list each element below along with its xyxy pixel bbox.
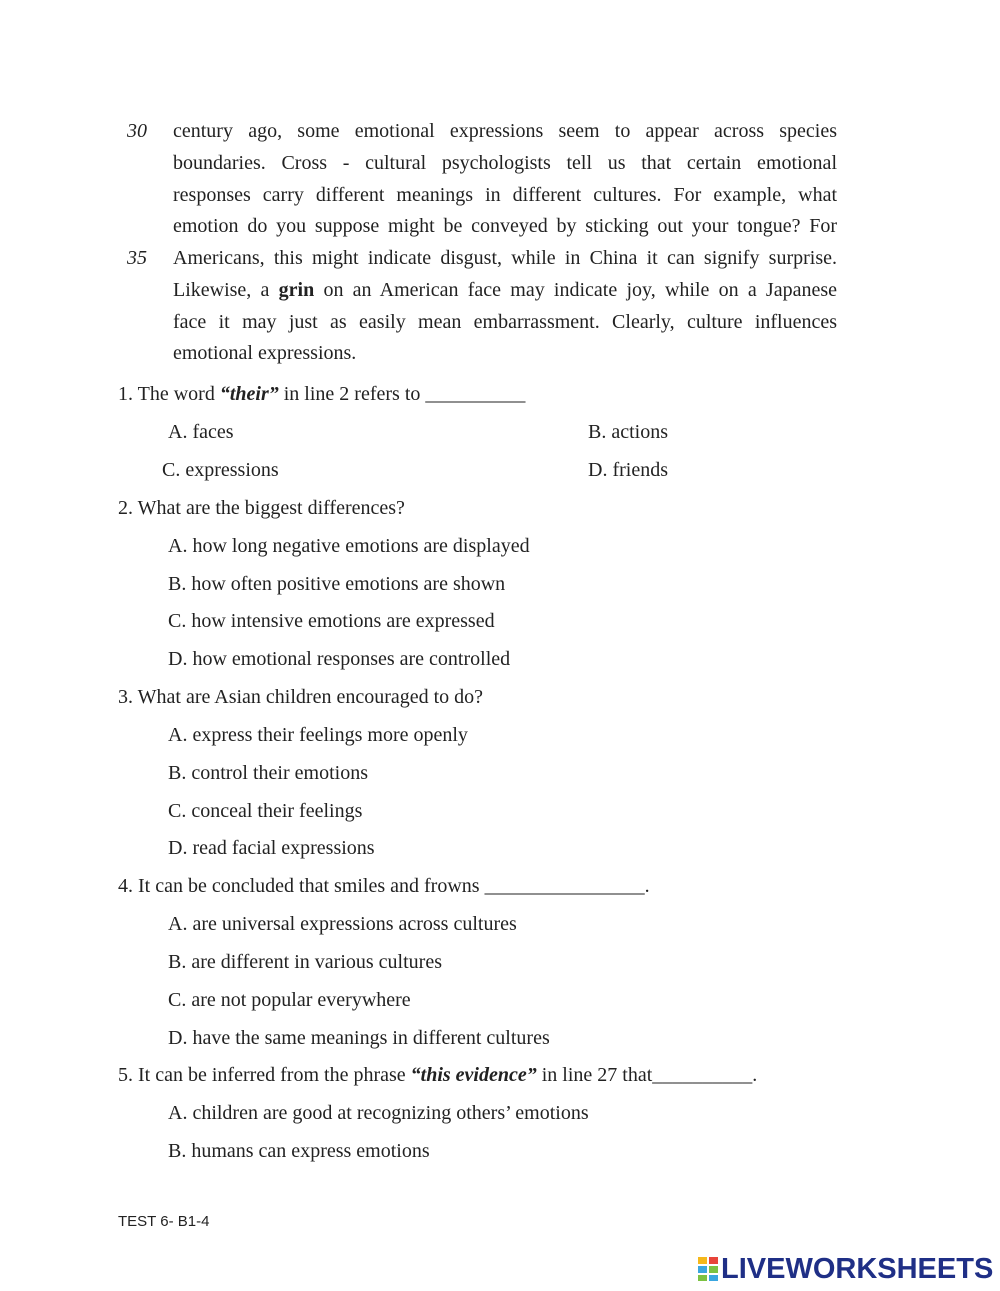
passage-line (0, 179, 1000, 211)
option-2b[interactable]: B. how often positive emotions are shown (168, 573, 506, 595)
passage-line (0, 242, 1000, 274)
passage-line (0, 306, 1000, 338)
option-3d[interactable]: D. read facial expressions (168, 837, 375, 859)
option-3c[interactable]: C. conceal their feelings (168, 800, 363, 822)
liveworksheets-brand (697, 1252, 993, 1286)
passage-line (0, 210, 1000, 242)
option-4c[interactable]: C. are not popular everywhere (168, 989, 411, 1011)
question-4: 4. It can be concluded that smiles and frowns ________________. (118, 875, 650, 897)
option-4a[interactable]: A. are universal expressions across cultures (168, 913, 517, 935)
question-2: 2. What are the biggest differences? (118, 497, 405, 519)
line-text: responses carry different meanings in different cultures. For example, what (173, 184, 837, 206)
line-text-pre: Likewise, a (173, 279, 279, 301)
quoted-word: “their” (219, 383, 279, 405)
brand-name: LIVEWORKSHEETS (721, 1253, 994, 1285)
option-1d[interactable]: D. friends (588, 459, 668, 481)
option-5b[interactable]: B. humans can express emotions (168, 1140, 430, 1162)
question-text-blank: in line 2 refers to __________ (278, 383, 526, 405)
question-5 (118, 1062, 757, 1088)
liveworksheets-logo-icon (697, 1256, 719, 1282)
passage-line (0, 337, 1000, 369)
question-1 (118, 381, 525, 407)
line-text: boundaries. Cross - cultural psychologists tell us that certain emotional (173, 152, 837, 174)
option-1c[interactable]: C. expressions (162, 459, 279, 481)
option-1b[interactable]: B. actions (588, 421, 668, 443)
line-text: century ago, some emotional expressions seem to appear across species (173, 120, 837, 142)
line-text: emotion do you suppose might be conveyed by sticking out your tongue? For (173, 215, 837, 237)
option-3b[interactable]: B. control their emotions (168, 762, 368, 784)
option-1a[interactable]: A. faces (168, 421, 234, 443)
option-2a[interactable]: A. how long negative emotions are displayed (168, 535, 530, 557)
option-5a[interactable]: A. children are good at recognizing others’ emotions (168, 1102, 589, 1124)
line-number: 30 (127, 120, 147, 142)
question-text-blank: in line 27 that__________. (536, 1064, 758, 1086)
option-4b[interactable]: B. are different in various cultures (168, 951, 442, 973)
passage-line (0, 115, 1000, 147)
option-3a[interactable]: A. express their feelings more openly (168, 724, 468, 746)
footer-label: TEST 6- B1-4 (118, 1213, 210, 1230)
option-2d[interactable]: D. how emotional responses are controlled (168, 648, 511, 670)
line-text: face it may just as easily mean embarrassment. Clearly, culture influences (173, 311, 837, 333)
passage-line (0, 147, 1000, 179)
question-text: 1. The word (118, 383, 220, 405)
option-2c[interactable]: C. how intensive emotions are expressed (168, 610, 495, 632)
line-text-post: on an American face may indicate joy, while on a Japanese (314, 279, 838, 301)
option-4d[interactable]: D. have the same meanings in different cultures (168, 1027, 550, 1049)
question-3: 3. What are Asian children encouraged to do? (118, 686, 484, 708)
line-number: 35 (127, 247, 147, 269)
quoted-phrase: “this evidence” (410, 1064, 537, 1086)
line-text: emotional expressions. (173, 342, 357, 364)
passage-line (0, 274, 1000, 306)
keyword-grin: grin (278, 279, 315, 301)
line-text: Americans, this might indicate disgust, while in China it can signify surprise. (173, 247, 837, 269)
question-text: 5. It can be inferred from the phrase (118, 1064, 411, 1086)
line-text (173, 274, 837, 306)
